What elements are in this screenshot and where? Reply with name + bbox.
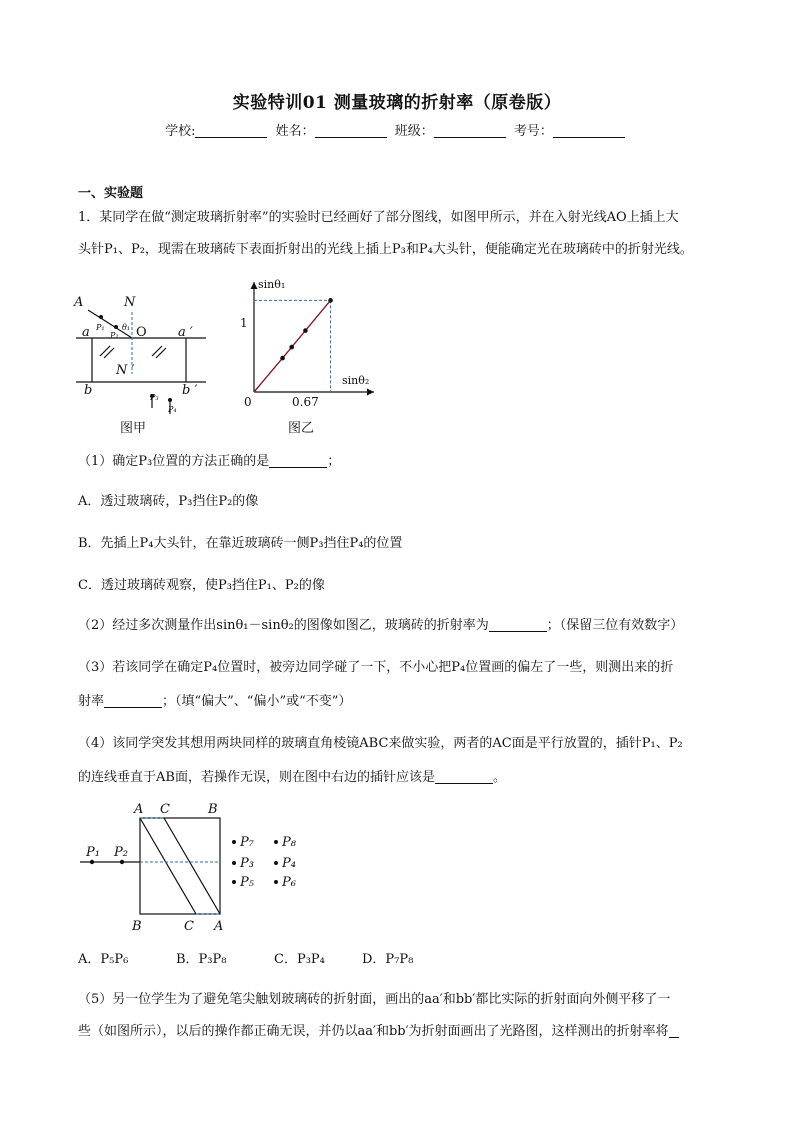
data-point-3: [303, 328, 308, 333]
pin-P1: [90, 860, 94, 864]
caption-jia: 图甲: [120, 421, 147, 436]
label-C-top: C: [160, 802, 170, 817]
label-P4: P₄: [168, 405, 177, 414]
label-A-top: A: [134, 802, 144, 817]
label-P1: P₁: [96, 323, 105, 332]
section-heading: 一、实验题: [78, 186, 144, 201]
label-b-prime: b ′: [182, 383, 198, 398]
label-A-bottom: A: [214, 919, 224, 934]
label-P2: P₂: [114, 845, 128, 860]
label-B-top: B: [208, 802, 218, 817]
label-a: a: [82, 325, 90, 340]
sub3-answer-blank[interactable]: [104, 693, 162, 708]
label-P4: P₄: [282, 856, 296, 871]
label-P6: P₆: [282, 875, 296, 890]
pin-P6: [274, 880, 278, 884]
choice-a[interactable]: A．P₅P₆: [78, 952, 129, 967]
data-point-1: [280, 356, 285, 361]
class-label: 班级：: [394, 124, 434, 139]
label-P3: P₃: [150, 393, 159, 402]
label-P2: P₂: [110, 331, 119, 340]
pin-P7: [232, 840, 236, 844]
choice-c[interactable]: C．P₃P₄: [274, 952, 325, 967]
pin-P8: [274, 840, 278, 844]
x-axis-label: sinθ₂: [342, 374, 370, 387]
label-B-bottom: B: [132, 919, 142, 934]
school-blank[interactable]: [195, 123, 267, 138]
choice-d[interactable]: D．P₇P₈: [362, 952, 414, 967]
q1-sub4-line2: 的连线垂直于AB面，若操作无误，则在图中右边的插针应该是 。: [78, 770, 506, 785]
school-label: 学校:: [165, 124, 196, 139]
label-P1: P₁: [86, 845, 100, 860]
choice-b[interactable]: B．P₃P₈: [176, 952, 227, 967]
pin-p4: [168, 398, 172, 402]
y-axis-label: sinθ₁: [258, 278, 286, 291]
q1-sub3-line1: （3）若该同学在确定P₄位置时，被旁边同学碰了一下，不小心把P₄位置画的偏左了一些，则测出来的折: [78, 660, 674, 675]
sub5-answer-blank[interactable]: [669, 1023, 679, 1038]
q1-intro-line2: 头针P₁、P₂，现需在玻璃砖下表面折射出的光线上插上P₃和P₄大头针，便能确定光在玻璃砖中的折射光线。: [78, 242, 693, 257]
pin-P5: [232, 880, 236, 884]
q1-sub4-line1: （4）该同学突发其想用两块同样的玻璃直角棱镜ABC来做实验，两者的AC面是平行放置的，插针P₁、P₂: [78, 736, 683, 751]
origin-label: 0: [244, 395, 252, 409]
class-blank[interactable]: [434, 123, 506, 138]
label-N-prime: N ′: [116, 363, 135, 378]
data-point-2: [289, 345, 294, 350]
q1-sub2: （2）经过多次测量作出sinθ₁－sinθ₂的图像如图乙，玻璃砖的折射率为 ；（保留三位有效数字）: [78, 618, 684, 633]
label-a-prime: a ′: [178, 325, 193, 340]
label-N: N: [124, 295, 136, 310]
sub2-answer-blank[interactable]: [489, 617, 547, 632]
q1-sub1-option-b: B．先插上P₄大头针，在靠近玻璃砖一侧P₃挡住P₄的位置: [78, 536, 403, 551]
label-P8: P₈: [282, 835, 296, 850]
prism-right-ac: [164, 818, 220, 914]
figure-jia: [72, 290, 212, 438]
pin-P3: [232, 861, 236, 865]
label-P3: P₃: [240, 856, 254, 871]
figure-yi-chart: [236, 276, 386, 438]
x-tick-label: 0.67: [292, 395, 319, 409]
prism-outline: [140, 818, 220, 914]
q1-sub1-stem: （1）确定P₃位置的方法正确的是 ；: [78, 454, 341, 469]
name-label: 姓名：: [275, 124, 315, 139]
sub4-answer-blank[interactable]: [435, 769, 493, 784]
student-info-line: [0, 120, 794, 139]
figure-prisms: [74, 798, 314, 938]
exam-no-label: 考号：: [513, 124, 553, 139]
pin-P4: [274, 861, 278, 865]
exam-no-blank[interactable]: [553, 123, 625, 138]
caption-yi: 图乙: [288, 421, 315, 436]
page-title: 实验特训01 测量玻璃的折射率（原卷版）: [232, 93, 562, 113]
label-O: O: [136, 325, 147, 340]
q1-sub4-choices: [78, 950, 718, 970]
q1-sub3-line2: 射率 ；（填“偏大”、“偏小”或“不变”）: [78, 694, 352, 709]
pin-p1: [99, 315, 103, 319]
y-tick-label: 1: [240, 316, 248, 330]
q1-sub5-line2: 些（如图所示），以后的操作都正确无误，并仍以aa′和bb′为折射面画出了光路图，这样测出的折射率将: [78, 1022, 718, 1042]
label-A: A: [74, 295, 84, 310]
label-theta: θ₁: [122, 323, 131, 332]
label-P7: P₇: [240, 835, 254, 850]
name-blank[interactable]: [315, 123, 387, 138]
label-C-bottom: C: [184, 919, 194, 934]
label-P5: P₅: [240, 875, 254, 890]
pin-p2: [114, 325, 118, 329]
pin-P2: [120, 860, 124, 864]
label-b: b: [84, 383, 93, 398]
prism-left-ac: [140, 818, 196, 914]
q1-sub1-option-a: A．透过玻璃砖，P₃挡住P₂的像: [78, 494, 259, 509]
q1-intro-line1: 1．某同学在做“测定玻璃折射率”的实验时已经画好了部分图线，如图甲所示，并在入射光线AO上插上大: [78, 210, 679, 225]
data-point-4: [328, 298, 333, 303]
sub1-answer-blank[interactable]: [269, 453, 327, 468]
q1-sub5-line1: （5）另一位学生为了避免笔尖触划玻璃砖的折射面，画出的aa′和bb′都比实际的折射面向外侧平移了一: [78, 992, 671, 1007]
q1-sub1-option-c: C．透过玻璃砖观察，使P₃挡住P₁、P₂的像: [78, 578, 325, 593]
